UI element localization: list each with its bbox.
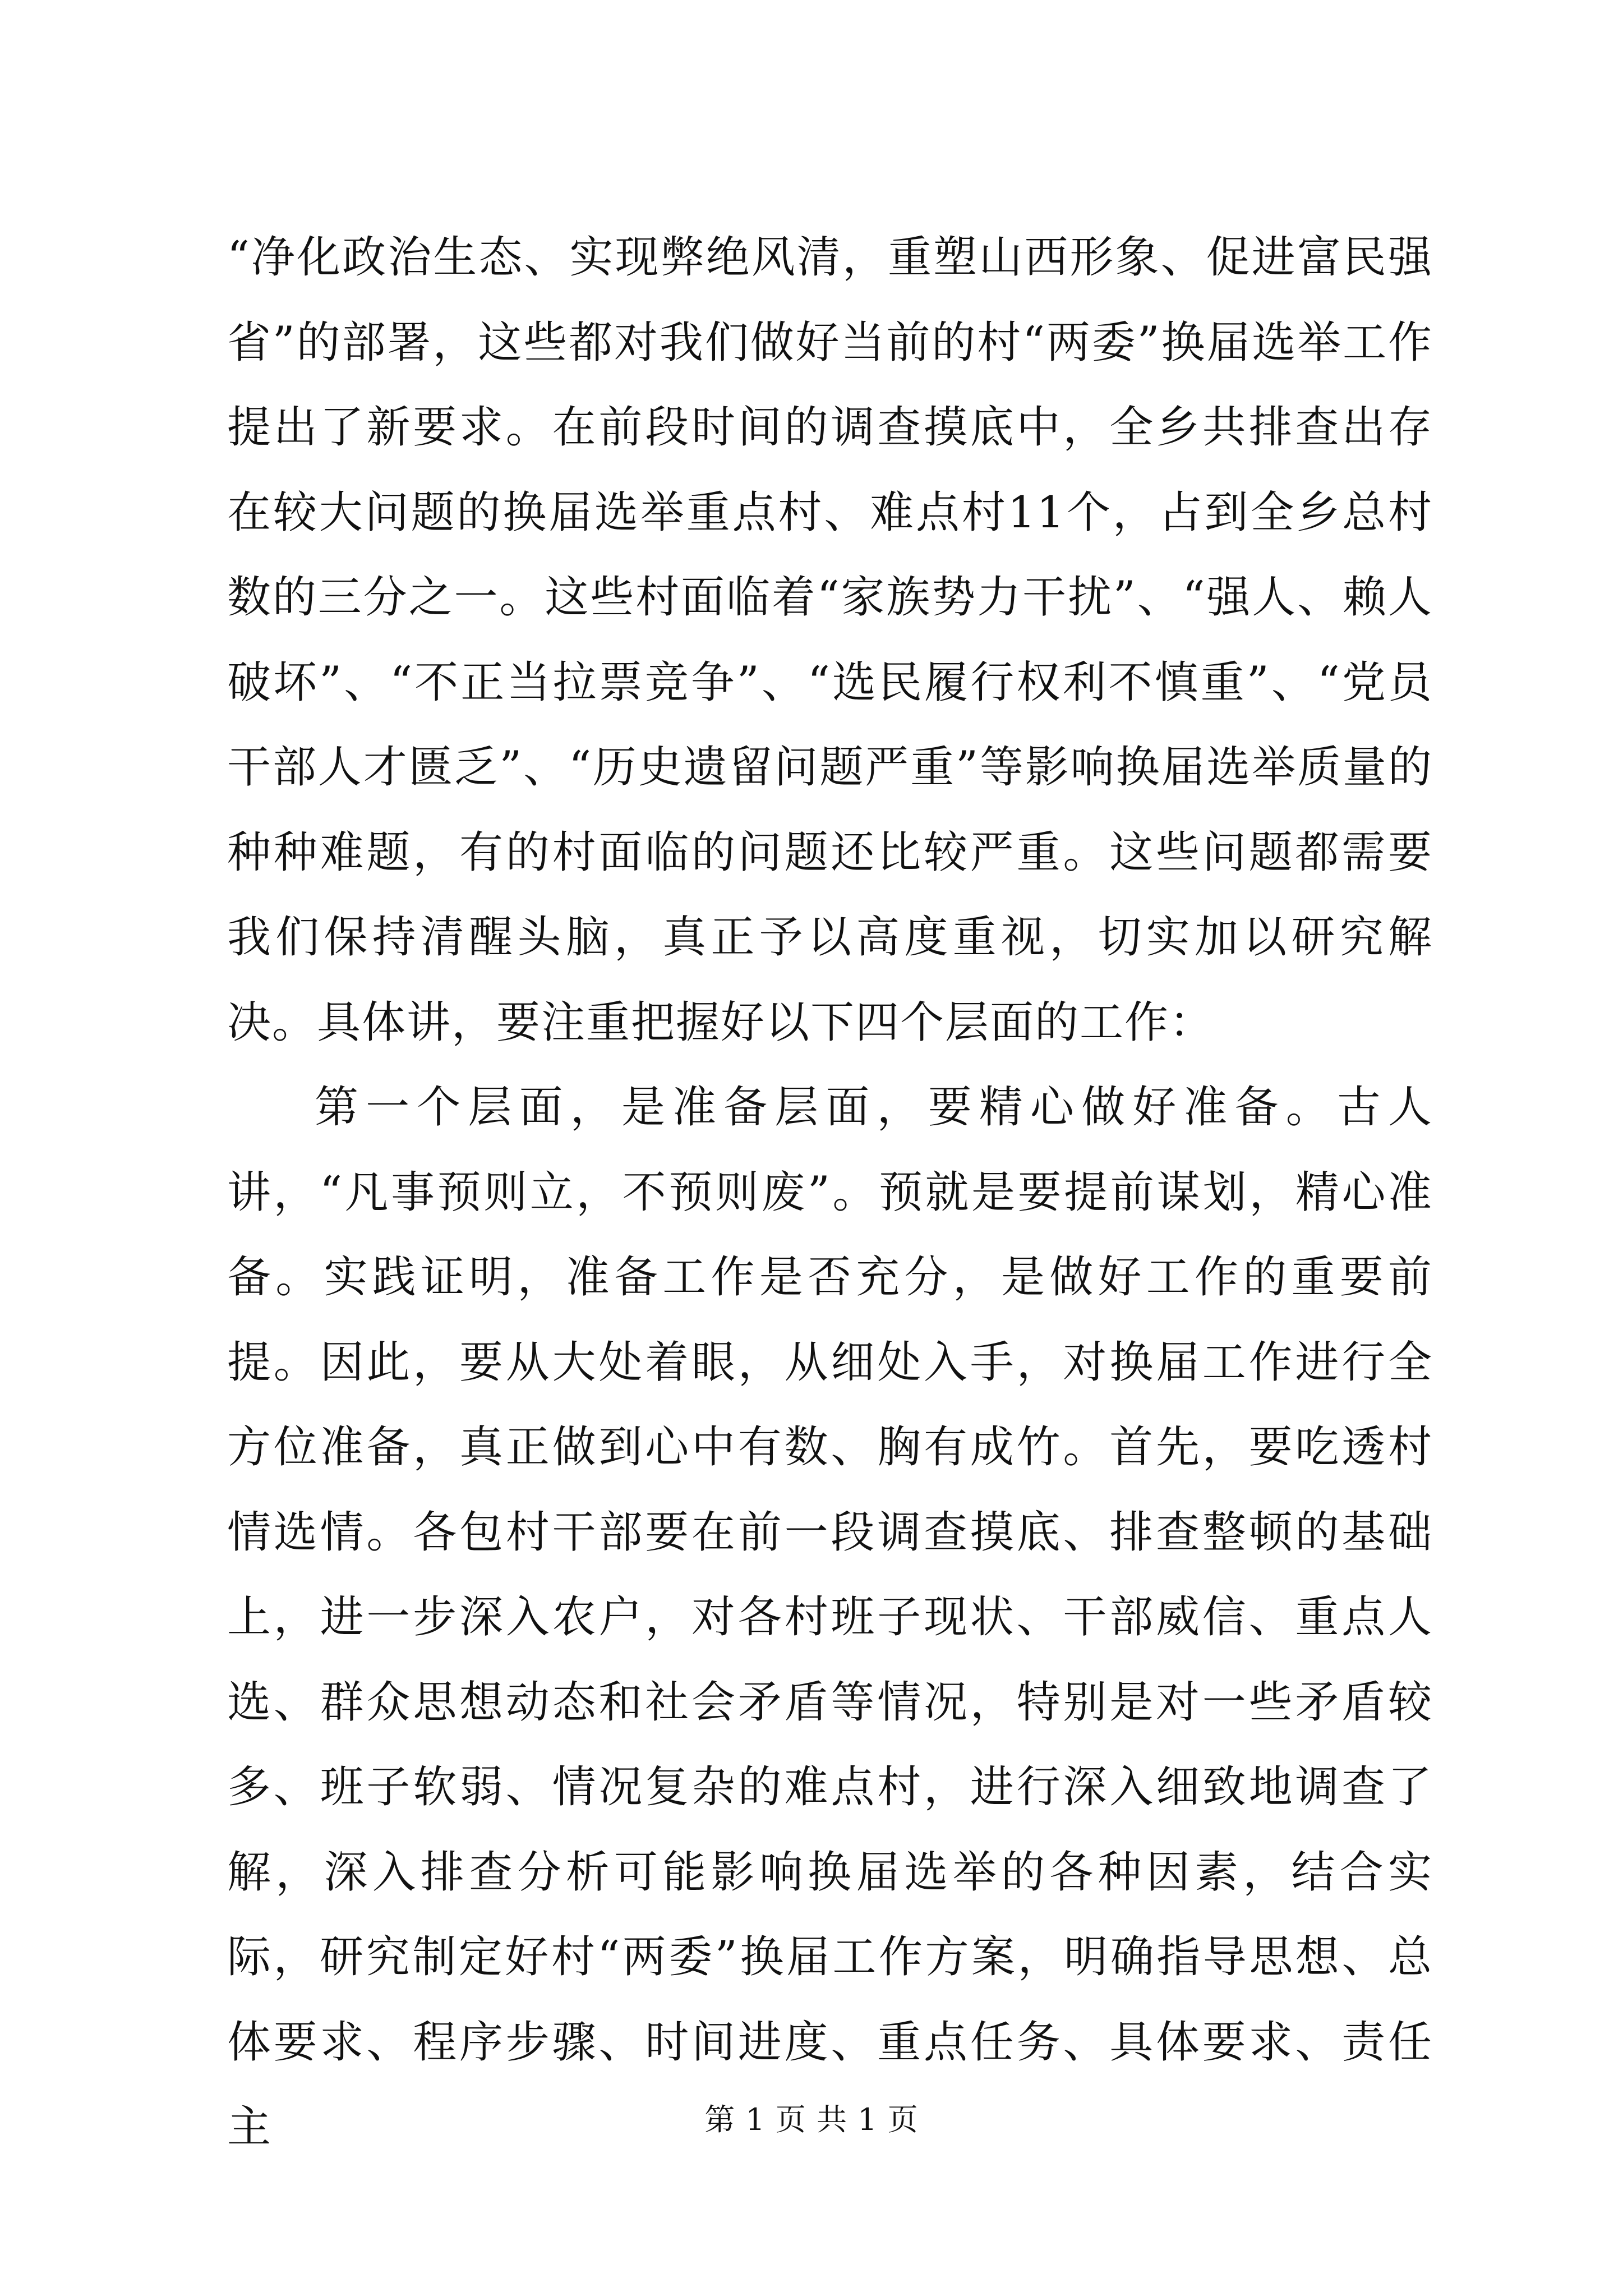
paragraph-1: “净化政治生态、实现弊绝风清，重塑山西形象、促进富民强省”的部署，这些都对我们做好当前的村“两委”换届选举工作提出了新要求。在前段时间的调查摸底中，全乡共排查出存在较大问题的换届选举重点村、难点村11个，占到全乡总村数的三分之一。这些村面临着“家族势力干扰”、“强人、赖人破坏”、“不正当拉票竞争”、“选民履行权利不慎重”、“党员干部人才匮乏”、“历史遗留问题严重”等影响换届选举质量的种种难题，有的村面临的问题还比较严重。这些问题都需要我们保持清醒头脑，真正予以高度重视，切实加以研究解决。具体讲，要注重把握好以下四个层面的工作： xyxy=(227,232,1433,1048)
document-body xyxy=(227,215,1433,2170)
paragraph-2: 第一个层面，是准备层面，要精心做好准备。古人讲，“凡事预则立，不预则废”。预就是要提前谋划，精心准备。实践证明，准备工作是否充分，是做好工作的重要前提。因此，要从大处着眼，从细处入手，对换届工作进行全方位准备，真正做到心中有数、胸有成竹。首先，要吃透村情选情。各包村干部要在前一段调查摸底、排查整顿的基础上，进一步深入农户，对各村班子现状、干部威信、重点人选、群众思想动态和社会矛盾等情况，特别是对一些矛盾较多、班子软弱、情况复杂的难点村，进行深入细致地调查了解，深入排查分析可能影响换届选举的各种因素，结合实际，研究制定好村“两委”换届工作方案，明确指导思想、总体要求、程序步骤、时间进度、重点任务、具体要求、责任主 xyxy=(227,1082,1433,2152)
page-footer: 第 1 页 共 1 页 xyxy=(704,2102,919,2137)
